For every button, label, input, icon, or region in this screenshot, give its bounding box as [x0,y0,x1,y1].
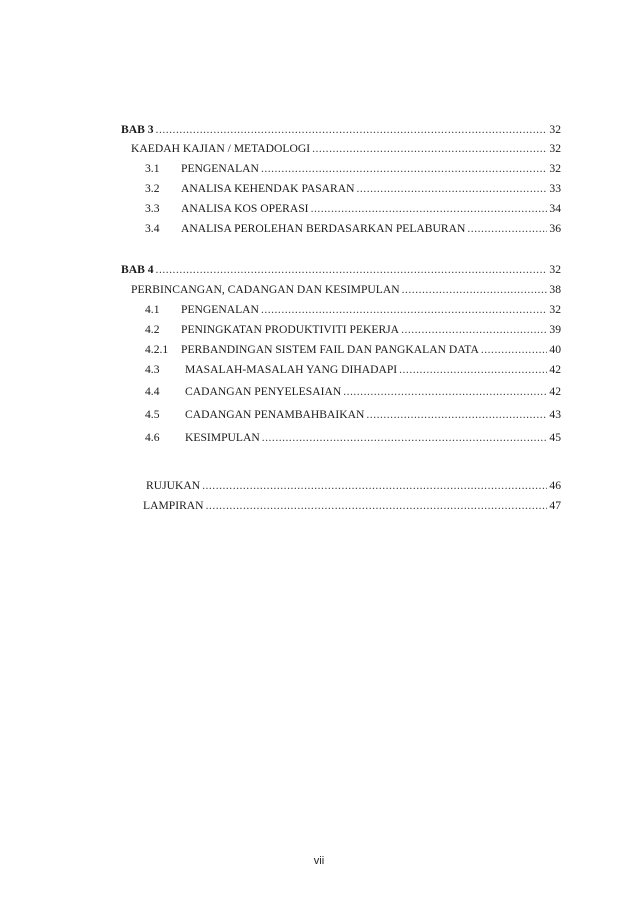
toc-entry-4-2 [145,321,561,339]
toc-leader-dots [156,261,548,279]
toc-section-title: CADANGAN PENAMBAHBAIKAN [185,408,365,421]
toc-leader-dots [399,361,547,379]
toc-entry-3-3 [145,200,561,218]
toc-entry-4-2-1 [145,341,561,359]
toc-leader-dots [206,497,548,515]
toc-leader-dots [311,200,548,218]
toc-leader-dots [262,429,548,447]
toc-entry-bab3 [121,121,561,139]
toc-chapter-subtitle: PERBINCANGAN, CADANGAN DAN KESIMPULAN [131,283,400,296]
toc-leader-dots [401,321,547,339]
toc-backmatter-title: RUJUKAN [146,479,201,492]
toc-page-number: 32 [549,162,561,175]
toc-section-number: 4.5 [145,408,160,421]
toc-section-title: PERBANDINGAN SISTEM FAIL DAN PANGKALAN DATA [181,343,479,356]
toc-page-number: 38 [549,283,561,296]
toc-entry-4-6 [145,429,561,447]
toc-entry-3-4 [145,220,561,238]
toc-section-title: ANALISA PEROLEHAN BERDASARKAN PELABURAN [181,222,466,235]
toc-chapter-title: BAB 3 [121,123,154,136]
toc-leader-dots [261,160,547,178]
toc-section-title: PENINGKATAN PRODUKTIVITI PEKERJA [181,323,400,336]
toc-entry-3-2 [145,180,561,198]
toc-entry-4-5 [145,406,561,424]
toc-page-number: 43 [549,408,561,421]
toc-page-number: 32 [549,142,561,155]
toc-entry-4-3 [145,361,561,379]
toc-entry-bab3-subtitle [131,140,561,158]
toc-section-title: PENGENALAN [181,162,259,175]
toc-chapter-subtitle: KAEDAH KAJIAN / METADOLOGI [131,142,311,155]
toc-leader-dots [402,281,548,299]
toc-section-number: 4.4 [145,385,160,398]
toc-page-number: 40 [549,343,561,356]
toc-section-title: ANALISA KOS OPERASI [181,202,309,215]
toc-section-title: PENGENALAN [181,303,259,316]
toc-section-title: CADANGAN PENYELESAIAN [185,385,342,398]
toc-section-number: 3.3 [145,202,160,215]
toc-section-number: 4.1 [145,303,160,316]
toc-leader-dots [357,180,548,198]
toc-leader-dots [202,477,547,495]
toc-section-title: MASALAH-MASALAH YANG DIHADAPI [185,363,398,376]
toc-leader-dots [312,140,547,158]
toc-leader-dots [467,220,547,238]
toc-section-number: 4.3 [145,363,160,376]
toc-section-number: 3.1 [145,162,160,175]
toc-page-number: 32 [549,263,561,276]
toc-leader-dots [366,406,547,424]
toc-leader-dots [261,301,547,319]
page-number: vii [313,855,325,867]
toc-page-number: 47 [549,499,561,512]
toc-entry-bab4 [121,261,561,279]
toc-chapter-title: BAB 4 [121,263,154,276]
toc-section-number: 3.2 [145,182,160,195]
toc-page-number: 46 [549,479,561,492]
toc-section-number: 3.4 [145,222,160,235]
toc-section-number: 4.2.1 [145,343,169,356]
toc-page-number: 42 [549,385,561,398]
toc-section-number: 4.2 [145,323,160,336]
toc-page-number: 34 [549,202,561,215]
toc-entry-4-4 [145,383,561,401]
toc-leader-dots [156,121,548,139]
toc-backmatter-title: LAMPIRAN [143,499,204,512]
toc-page-number: 39 [549,323,561,336]
toc-entry-bab4-subtitle [131,281,561,299]
toc-page-number: 32 [549,123,561,136]
toc-section-number: 4.6 [145,431,160,444]
toc-page-number: 32 [549,303,561,316]
toc-page-number: 45 [549,431,561,444]
toc-leader-dots [343,383,547,401]
toc-leader-dots [481,341,548,359]
toc-entry-4-1 [145,301,561,319]
toc-page-number: 42 [549,363,561,376]
toc-entry-3-1 [145,160,561,178]
toc-entry-lampiran [143,497,561,515]
toc-entry-rujukan [146,477,561,495]
toc-page-number: 36 [549,222,561,235]
toc-section-title: KESIMPULAN [185,431,260,444]
toc-section-title: ANALISA KEHENDAK PASARAN [181,182,355,195]
toc-page-number: 33 [549,182,561,195]
